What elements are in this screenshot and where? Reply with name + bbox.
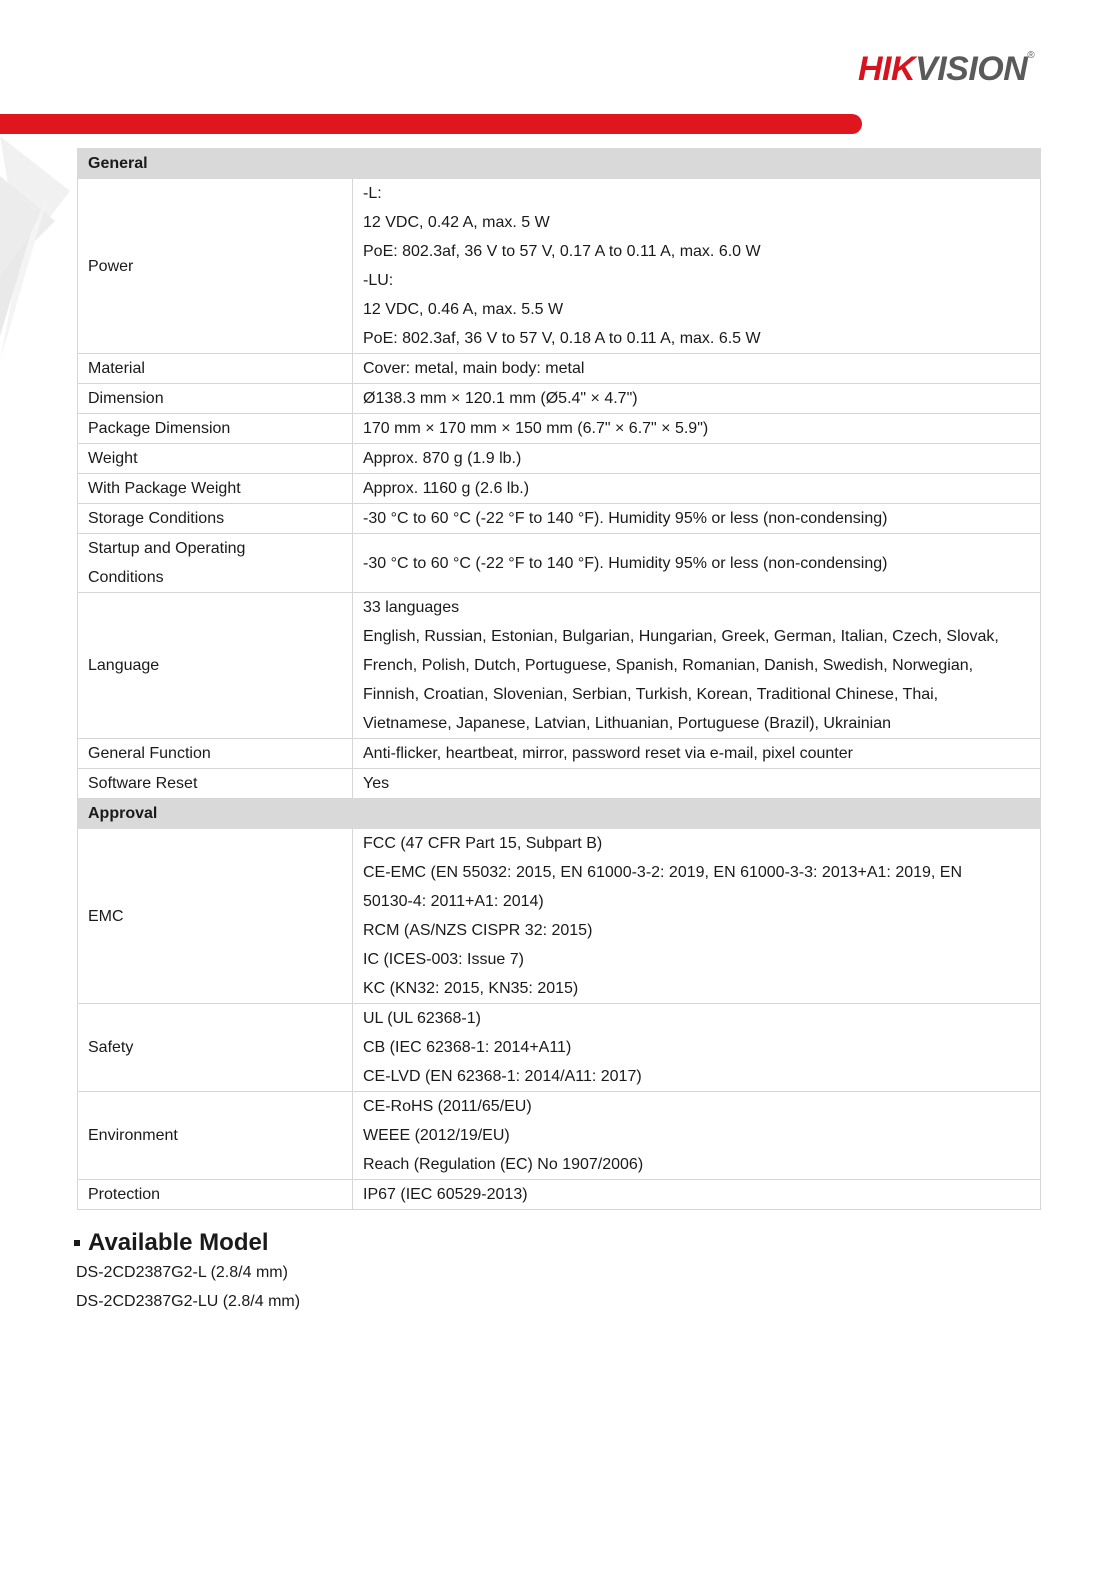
spec-row — [78, 504, 1041, 534]
spec-label-line: Conditions — [88, 569, 164, 586]
spec-row — [78, 829, 1041, 1004]
spec-label: Package Dimension — [78, 414, 353, 444]
spec-value-line: 12 VDC, 0.46 A, max. 5.5 W — [363, 301, 564, 318]
spec-row — [78, 179, 1041, 354]
spec-value-line: IP67 (IEC 60529-2013) — [363, 1186, 528, 1203]
decorative-star-watermark — [0, 136, 80, 366]
spec-row — [78, 593, 1041, 739]
spec-value-line: Vietnamese, Japanese, Latvian, Lithuanian, Portuguese (Brazil), Ukrainian — [363, 715, 892, 732]
spec-value-line: Ø138.3 mm × 120.1 mm (Ø5.4" × 4.7") — [363, 390, 638, 407]
spec-value-line: Reach (Regulation (EC) No 1907/2006) — [363, 1156, 644, 1173]
spec-table — [77, 148, 1041, 1210]
spec-label: Language — [78, 593, 353, 739]
section-header-row — [78, 149, 1041, 179]
available-models-heading-text: Available Model — [88, 1229, 269, 1256]
spec-value-line: PoE: 802.3af, 36 V to 57 V, 0.17 A to 0.11 A, max. 6.0 W — [363, 243, 761, 260]
spec-value — [353, 1180, 1041, 1210]
spec-value — [353, 504, 1041, 534]
spec-label: Dimension — [78, 384, 353, 414]
spec-value-line: RCM (AS/NZS CISPR 32: 2015) — [363, 922, 593, 939]
spec-label: EMC — [78, 829, 353, 1004]
spec-label-line: Startup and Operating — [88, 540, 246, 557]
model-list — [74, 1258, 300, 1316]
logo-vision-text: VISION — [915, 50, 1028, 88]
spec-value — [353, 534, 1041, 593]
spec-value-line: Approx. 1160 g (2.6 lb.) — [363, 480, 530, 497]
spec-row — [78, 1180, 1041, 1210]
spec-value-line: FCC (47 CFR Part 15, Subpart B) — [363, 835, 603, 852]
square-bullet-icon — [74, 1240, 80, 1246]
spec-value-line: Yes — [363, 775, 390, 792]
section-title: Approval — [78, 799, 1041, 829]
spec-value — [353, 384, 1041, 414]
spec-value-line: 50130-4: 2011+A1: 2014) — [363, 893, 544, 910]
spec-value-line: CE-LVD (EN 62368-1: 2014/A11: 2017) — [363, 1068, 642, 1085]
spec-value — [353, 739, 1041, 769]
spec-value — [353, 179, 1041, 354]
spec-value-line: -LU: — [363, 272, 394, 289]
spec-value-line: CE-EMC (EN 55032: 2015, EN 61000-3-2: 2019, EN 61000-3-3: 2013+A1: 2019, EN — [363, 864, 963, 881]
spec-value — [353, 829, 1041, 1004]
available-models-section — [74, 1228, 300, 1316]
spec-label: Storage Conditions — [78, 504, 353, 534]
spec-value-line: English, Russian, Estonian, Bulgarian, Hungarian, Greek, German, Italian, Czech, Slovak, — [363, 628, 999, 645]
spec-row — [78, 474, 1041, 504]
spec-row — [78, 769, 1041, 799]
spec-value — [353, 1092, 1041, 1180]
spec-label: Power — [78, 179, 353, 354]
model-item: DS-2CD2387G2-L (2.8/4 mm) — [76, 1264, 288, 1281]
spec-label: General Function — [78, 739, 353, 769]
spec-value — [353, 414, 1041, 444]
logo-hik-text: HIK — [858, 50, 916, 88]
spec-value — [353, 769, 1041, 799]
spec-value-line: 33 languages — [363, 599, 460, 616]
spec-value-line: Finnish, Croatian, Slovenian, Serbian, Turkish, Korean, Traditional Chinese, Thai, — [363, 686, 939, 703]
spec-label: Software Reset — [78, 769, 353, 799]
spec-row — [78, 534, 1041, 593]
spec-value-line: CE-RoHS (2011/65/EU) — [363, 1098, 532, 1115]
spec-row — [78, 414, 1041, 444]
spec-value-line: Anti-flicker, heartbeat, mirror, password reset via e-mail, pixel counter — [363, 745, 853, 762]
spec-row — [78, 1004, 1041, 1092]
spec-value — [353, 444, 1041, 474]
spec-value-line: WEEE (2012/19/EU) — [363, 1127, 510, 1144]
spec-row — [78, 444, 1041, 474]
hikvision-logo — [858, 50, 1034, 89]
spec-value-line: PoE: 802.3af, 36 V to 57 V, 0.18 A to 0.11 A, max. 6.5 W — [363, 330, 761, 347]
spec-row — [78, 739, 1041, 769]
spec-label: Environment — [78, 1092, 353, 1180]
section-title: General — [78, 149, 1041, 179]
spec-value-line: Cover: metal, main body: metal — [363, 360, 585, 377]
spec-label: Safety — [78, 1004, 353, 1092]
spec-value-line: 170 mm × 170 mm × 150 mm (6.7" × 6.7" × 5.9") — [363, 420, 709, 437]
spec-label — [78, 534, 353, 593]
logo-registered-mark: ® — [1027, 50, 1035, 61]
spec-value-line: -30 °C to 60 °C (-22 °F to 140 °F). Humidity 95% or less (non-condensing) — [363, 554, 888, 572]
spec-label: Material — [78, 354, 353, 384]
available-models-heading — [74, 1228, 300, 1258]
model-item: DS-2CD2387G2-LU (2.8/4 mm) — [76, 1293, 301, 1310]
spec-value — [353, 593, 1041, 739]
spec-value — [353, 474, 1041, 504]
spec-value-line: -L: — [363, 185, 382, 202]
spec-row — [78, 1092, 1041, 1180]
spec-value-line: -30 °C to 60 °C (-22 °F to 140 °F). Humidity 95% or less (non-condensing) — [363, 510, 888, 527]
spec-value-line: UL (UL 62368-1) — [363, 1010, 481, 1027]
spec-value-line: KC (KN32: 2015, KN35: 2015) — [363, 980, 579, 997]
spec-value-line: CB (IEC 62368-1: 2014+A11) — [363, 1039, 572, 1056]
spec-value — [353, 354, 1041, 384]
spec-value-line: 12 VDC, 0.42 A, max. 5 W — [363, 214, 550, 231]
spec-value — [353, 1004, 1041, 1092]
spec-label: With Package Weight — [78, 474, 353, 504]
spec-label: Weight — [78, 444, 353, 474]
spec-value-line: Approx. 870 g (1.9 lb.) — [363, 450, 522, 467]
spec-row — [78, 384, 1041, 414]
spec-value-line: IC (ICES-003: Issue 7) — [363, 951, 524, 968]
header-red-bar — [0, 114, 862, 134]
spec-row — [78, 354, 1041, 384]
section-header-row — [78, 799, 1041, 829]
spec-label: Protection — [78, 1180, 353, 1210]
spec-value-line: French, Polish, Dutch, Portuguese, Spanish, Romanian, Danish, Swedish, Norwegian, — [363, 657, 974, 674]
